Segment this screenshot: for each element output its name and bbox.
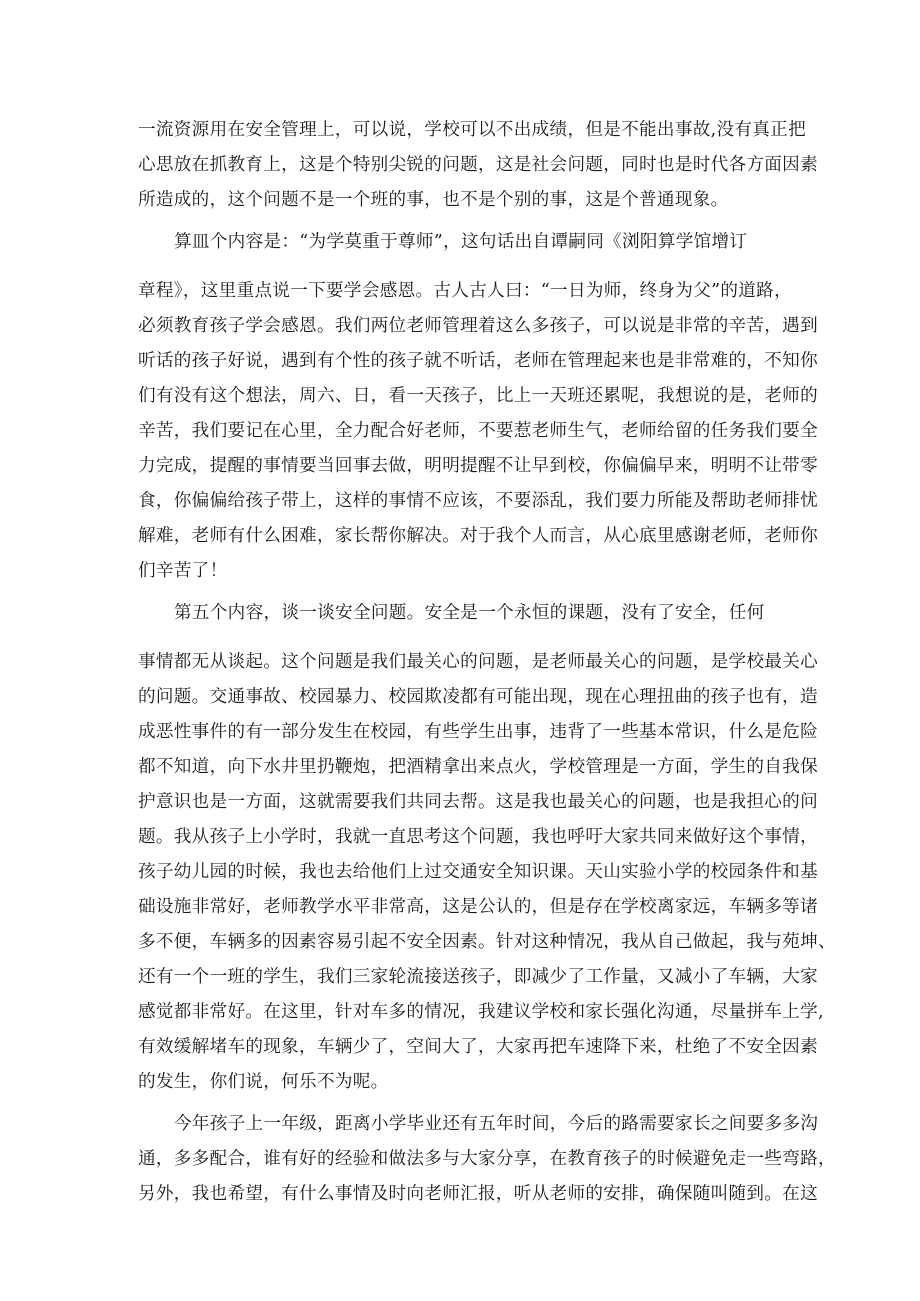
text-line: 们有没有这个想法，周六、日，看一天孩子，比上一天班还累呢，我想说的是，老师的	[138, 386, 818, 406]
text-line: 都不知道，向下水井里扔鞭炮，把酒精拿出来点火，学校管理是一方面，学生的自我保	[138, 757, 818, 777]
text-line: 的问题。交通事故、校园暴力、校园欺凌都有可能出现，现在心理扭曲的孩子也有，造	[138, 687, 818, 707]
text-line: 算皿个内容是：“为学莫重于尊师”，这句话出自谭嗣同《浏阳算学馆增订	[174, 232, 748, 252]
text-line: 力完成，提醒的事情要当回事去做，明明提醒不让早到校，你偏偏早来，明明不让带零	[138, 456, 818, 476]
text-line: 心思放在抓教育上，这是个特别尖锐的问题，这是社会问题，同时也是时代各方面因素	[138, 155, 818, 175]
text-line: 今年孩子上一年级，距离小学毕业还有五年时间，今后的路需要家长之间要多多沟	[174, 1114, 819, 1134]
text-line: 章程》，这里重点说一下要学会感恩。古人古人曰：“一日为师，终身为父”的道路，	[138, 281, 792, 301]
text-line: 题。我从孩子上小学时，我就一直思考这个问题，我也呼吁大家共同来做好这个事情，	[138, 827, 818, 847]
text-line: 感觉都非常好。在这里，针对车多的情况，我建议学校和家长强化沟通，尽量拼车上学,	[138, 1002, 824, 1022]
text-line: 们辛苦了！	[138, 561, 228, 581]
text-line: 第五个内容，谈一谈安全问题。安全是一个永恒的课题，没有了安全，任何	[174, 603, 765, 623]
text-line: 的发生，你们说，何乐不为呢。	[138, 1072, 389, 1092]
text-line: 所造成的，这个问题不是一个班的事，也不是个别的事，这是个普通现象。	[138, 190, 729, 210]
text-line: 孩子幼儿园的时候，我也去给他们上过交通安全知识课。天山实验小学的校园条件和基	[138, 862, 818, 882]
text-line: 有效缓解堵车的现象，车辆少了，空间大了，大家再把车速降下来，杜绝了不安全因素	[138, 1037, 818, 1057]
text-line: 解难，老师有什么困难，家长帮你解决。对于我个人而言，从心底里感谢老师，老师你	[138, 526, 818, 546]
text-line: 多不便，车辆多的因素容易引起不安全因素。针对这种情况，我从自己做起，我与苑坤、	[138, 932, 836, 952]
text-line: 础设施非常好，老师教学水平非常高，这是公认的，但是存在学校离家远，车辆多等诸	[138, 897, 818, 917]
text-line: 听话的孩子好说，遇到有个性的孩子就不听话，老师在管理起来也是非常难的，不知你	[138, 351, 818, 371]
text-line: 食，你偏偏给孩子带上，这样的事情不应该，不要添乱，我们要力所能及帮助老师排忧	[138, 491, 818, 511]
text-line: 另外，我也希望，有什么事情及时向老师汇报，听从老师的安排，确保随叫随到。在这	[138, 1184, 818, 1204]
text-line: 还有一个一班的学生，我们三家轮流接送孩子，即减少了工作量，又减小了车辆，大家	[138, 967, 818, 987]
text-line: 护意识也是一方面，这就需要我们共同去帮。这是我也最关心的问题，也是我担心的问	[138, 792, 818, 812]
text-line: 通，多多配合，谁有好的经验和做法多与大家分享，在教育孩子的时候避免走一些弯路，	[138, 1149, 836, 1169]
text-line: 事情都无从谈起。这个问题是我们最关心的问题，是老师最关心的问题，是学校最关心	[138, 652, 818, 672]
text-line: 一流资源用在安全管理上，可以说，学校可以不出成绩，但是不能出事故,没有真正把	[138, 120, 806, 140]
text-line: 辛苦，我们要记在心里，全力配合好老师，不要惹老师生气，老师给留的任务我们要全	[138, 421, 818, 441]
text-line: 必须教育孩子学会感恩。我们两位老师管理着这么多孩子，可以说是非常的辛苦，遇到	[138, 316, 818, 336]
text-line: 成恶性事件的有一部分发生在校园，有些学生出事，违背了一些基本常识，什么是危险	[138, 722, 818, 742]
